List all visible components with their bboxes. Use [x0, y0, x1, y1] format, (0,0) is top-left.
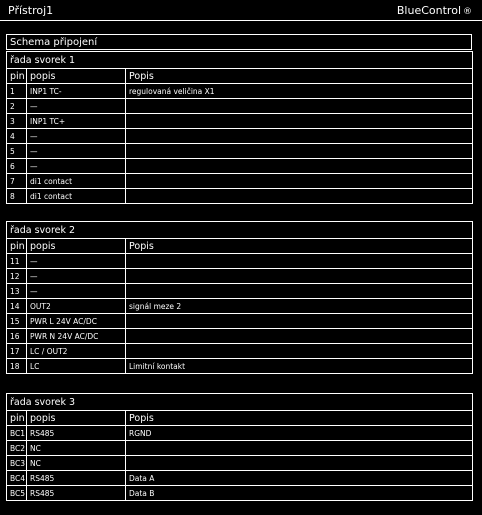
table-row — [7, 299, 473, 314]
popis-cell: — — [27, 99, 126, 114]
pin-cell: 1 — [7, 84, 27, 99]
popis-cell: — — [27, 144, 126, 159]
title-bar — [0, 0, 482, 21]
popis-cell: INP1 TC+ — [27, 114, 126, 129]
pin-cell: 6 — [7, 159, 27, 174]
pin-cell: 18 — [7, 359, 27, 374]
description-cell — [126, 189, 473, 204]
popis-cell: RS485 — [27, 426, 126, 441]
pin-cell: BC1 — [7, 426, 27, 441]
description-cell — [126, 174, 473, 189]
popis-cell: LC — [27, 359, 126, 374]
table-row — [7, 269, 473, 284]
table-row — [7, 314, 473, 329]
column-header-pin: pin — [7, 239, 27, 254]
pin-cell: 15 — [7, 314, 27, 329]
pin-cell: BC4 — [7, 471, 27, 486]
table-row — [7, 456, 473, 471]
column-header-popis: popis — [27, 69, 126, 84]
description-cell — [126, 129, 473, 144]
popis-cell: PWR L 24V AC/DC — [27, 314, 126, 329]
terminal-table-1 — [6, 51, 473, 204]
popis-cell: INP1 TC- — [27, 84, 126, 99]
popis-cell: PWR N 24V AC/DC — [27, 329, 126, 344]
pin-cell: 2 — [7, 99, 27, 114]
popis-cell: di1 contact — [27, 174, 126, 189]
group-title: řada svorek 3 — [7, 394, 473, 411]
pin-cell: 4 — [7, 129, 27, 144]
pin-cell: 8 — [7, 189, 27, 204]
table-row — [7, 84, 473, 99]
table-row — [7, 144, 473, 159]
table-row — [7, 254, 473, 269]
table-row — [7, 486, 473, 501]
popis-cell: NC — [27, 456, 126, 471]
pin-cell: 11 — [7, 254, 27, 269]
description-cell — [126, 284, 473, 299]
description-cell — [126, 99, 473, 114]
popis-cell: RS485 — [27, 471, 126, 486]
table-row — [7, 159, 473, 174]
pin-cell: 3 — [7, 114, 27, 129]
description-cell: Data A — [126, 471, 473, 486]
window-title: Přístroj1 — [8, 4, 54, 17]
table-row — [7, 344, 473, 359]
table-row — [7, 189, 473, 204]
group-title: řada svorek 1 — [7, 52, 473, 69]
terminal-table-3 — [6, 393, 473, 501]
description-cell — [126, 144, 473, 159]
table-row — [7, 99, 473, 114]
popis-cell: — — [27, 284, 126, 299]
description-cell — [126, 254, 473, 269]
description-cell: regulovaná veličina X1 — [126, 84, 473, 99]
popis-cell: LC / OUT2 — [27, 344, 126, 359]
table-row — [7, 129, 473, 144]
description-cell — [126, 114, 473, 129]
description-cell — [126, 456, 473, 471]
column-header-pin: pin — [7, 69, 27, 84]
table-row — [7, 441, 473, 456]
brand-label — [397, 4, 472, 17]
column-header-Popis: Popis — [126, 411, 473, 426]
pin-cell: 13 — [7, 284, 27, 299]
pin-cell: 5 — [7, 144, 27, 159]
description-cell: Limitní kontakt — [126, 359, 473, 374]
popis-cell: — — [27, 254, 126, 269]
popis-cell: — — [27, 269, 126, 284]
pin-cell: 12 — [7, 269, 27, 284]
pin-cell: 14 — [7, 299, 27, 314]
table-row — [7, 174, 473, 189]
table-row — [7, 426, 473, 441]
group-title: řada svorek 2 — [7, 222, 473, 239]
table-row — [7, 471, 473, 486]
brand-name: BlueControl — [396, 4, 461, 17]
table-row — [7, 284, 473, 299]
description-cell: signál meze 2 — [126, 299, 473, 314]
column-header-Popis: Popis — [126, 239, 473, 254]
popis-cell: NC — [27, 441, 126, 456]
popis-cell: — — [27, 129, 126, 144]
description-cell — [126, 441, 473, 456]
description-cell: Data B — [126, 486, 473, 501]
table-row — [7, 329, 473, 344]
registered-mark-icon: ® — [463, 7, 472, 17]
description-cell — [126, 344, 473, 359]
pin-cell: BC5 — [7, 486, 27, 501]
popis-cell: di1 contact — [27, 189, 126, 204]
terminal-table-2 — [6, 221, 473, 374]
pin-cell: BC2 — [7, 441, 27, 456]
description-cell — [126, 329, 473, 344]
popis-cell: OUT2 — [27, 299, 126, 314]
popis-cell: RS485 — [27, 486, 126, 501]
description-cell — [126, 269, 473, 284]
column-header-Popis: Popis — [126, 69, 473, 84]
description-cell — [126, 159, 473, 174]
table-row — [7, 359, 473, 374]
pin-cell: 17 — [7, 344, 27, 359]
column-header-popis: popis — [27, 411, 126, 426]
popis-cell: — — [27, 159, 126, 174]
schema-title: Schema připojení — [6, 34, 472, 50]
column-header-pin: pin — [7, 411, 27, 426]
description-cell: RGND — [126, 426, 473, 441]
pin-cell: 16 — [7, 329, 27, 344]
column-header-popis: popis — [27, 239, 126, 254]
description-cell — [126, 314, 473, 329]
pin-cell: 7 — [7, 174, 27, 189]
pin-cell: BC3 — [7, 456, 27, 471]
table-row — [7, 114, 473, 129]
